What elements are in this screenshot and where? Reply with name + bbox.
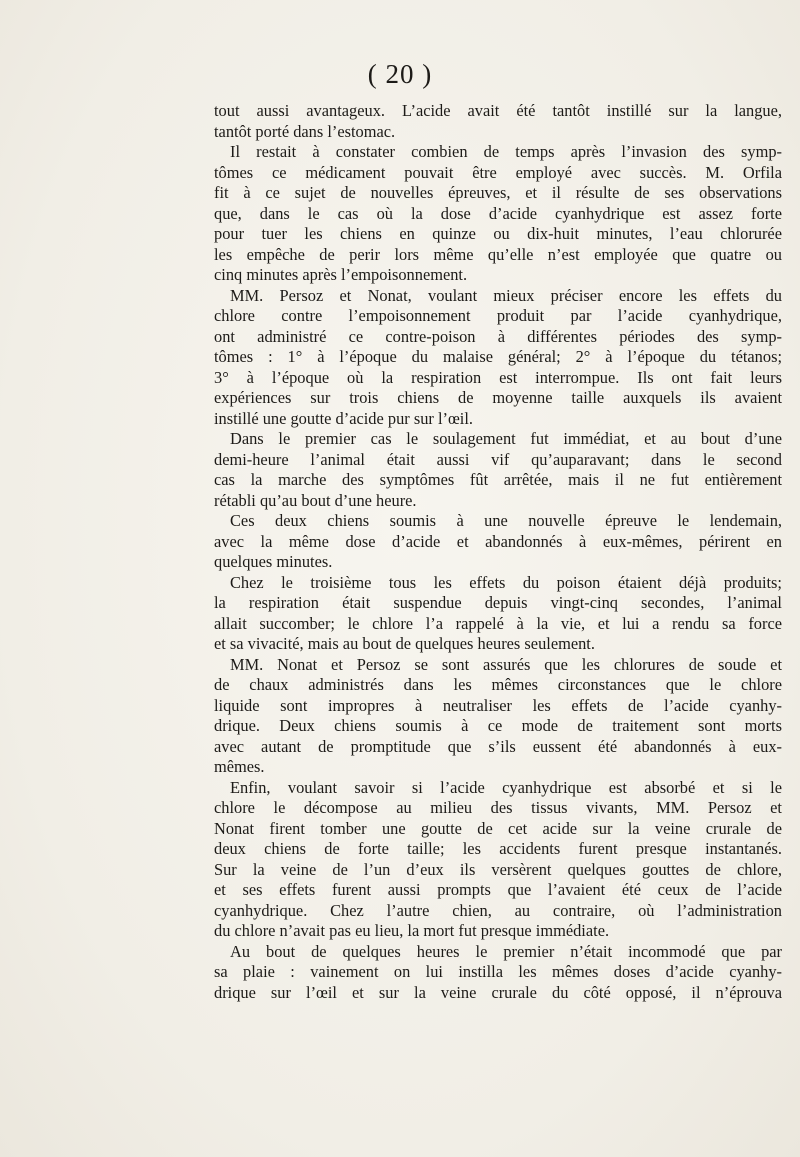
text-line: que, dans le cas où la dose d’acide cyanhydrique est assez forte: [214, 203, 782, 223]
paragraph: [214, 511, 782, 573]
text-line: Ces deux chiens soumis à une nouvelle épreuve le lendemain,: [230, 511, 782, 530]
page-number: ( 20 ): [367, 59, 433, 89]
text-line: MM. Nonat et Persoz se sont assurés que les chlorures de soude et: [230, 654, 782, 674]
text-line: avec la même dose d’acide et abandonnés à eux-mêmes, périrent en: [214, 531, 782, 551]
text-line: et sa vivacité, mais au bout de quelques heures seulement.: [214, 634, 595, 653]
paragraph: [214, 429, 782, 511]
text-line: Dans le premier cas le soulagement fut immédiat, et au bout d’une: [230, 429, 782, 448]
text-line: tômes ce médicament pouvait être employé avec succès. M. Orfila: [214, 162, 782, 182]
text-line: cas la marche des symptômes fût arrêtée, mais il ne fut entièrement: [214, 470, 782, 489]
text-line: liquide sont impropres à neutraliser les effets de l’acide cyanhy-: [214, 695, 782, 715]
text-line: tout aussi avantageux. L’acide avait été tantôt instillé sur la langue,: [214, 101, 782, 120]
text-line: Enfin, voulant savoir si l’acide cyanhydrique est absorbé et si le: [230, 777, 782, 797]
text-line: allait succomber; le chlore l’a rappelé à la vie, et lui a rendu sa force: [214, 613, 782, 633]
paragraph: [214, 655, 782, 778]
body-text: [214, 101, 782, 1003]
text-line: Sur la veine de l’un d’eux ils versèrent quelques gouttes de chlore,: [214, 859, 782, 879]
text-line: pour tuer les chiens en quinze ou dix-huit minutes, l’eau chlorurée: [214, 224, 782, 243]
paragraph: [214, 778, 782, 942]
text-line: ont administré ce contre-poison à différentes périodes des symp-: [214, 326, 782, 346]
text-line: Il restait à constater combien de temps après l’invasion des symp-: [230, 142, 782, 161]
text-line: expériences sur trois chiens de moyenne taille auxquels ils avaient: [214, 388, 782, 407]
text-line: de chaux administrés dans les mêmes circonstances que le chlore: [214, 675, 782, 694]
text-line: chlore contre l’empoisonnement produit par l’acide cyanhydrique,: [214, 306, 782, 325]
text-line: tômes : 1° à l’époque du malaise général; 2° à l’époque du tétanos;: [214, 347, 782, 366]
text-line: cinq minutes après l’empoisonnement.: [214, 265, 468, 284]
text-line: fit à ce sujet de nouvelles épreuves, et il résulte de ses observations: [214, 183, 782, 202]
text-line: chlore le décompose au milieu des tissus vivants, MM. Persoz et: [214, 798, 782, 817]
paragraph: [214, 101, 782, 142]
text-line: demi-heure l’animal était aussi vif qu’auparavant; dans le second: [214, 449, 782, 469]
paragraph: [214, 142, 782, 286]
text-line: instillé une goutte d’acide pur sur l’œil.: [214, 408, 474, 428]
text-line: mêmes.: [214, 757, 265, 776]
text-line: MM. Persoz et Nonat, voulant mieux préciser encore les effets du: [230, 285, 782, 305]
paragraph: [214, 942, 782, 1004]
text-line: du chlore n’avait pas eu lieu, la mort fut presque immédiate.: [214, 921, 610, 940]
text-line: et ses effets furent aussi prompts que l’avaient été ceux de l’acide: [214, 880, 782, 899]
text-line: Nonat firent tomber une goutte de cet acide sur la veine crurale de: [214, 818, 782, 838]
text-line: drique sur l’œil et sur la veine crurale du côté opposé, il n’éprouva: [214, 982, 782, 1002]
text-line: drique. Deux chiens soumis à ce mode de traitement sont morts: [214, 716, 782, 735]
paragraph: [214, 573, 782, 655]
text-line: deux chiens de forte taille; les accidents furent presque instantanés.: [214, 839, 782, 858]
text-line: tantôt porté dans l’estomac.: [214, 121, 396, 141]
text-line: cyanhydrique. Chez l’autre chien, au contraire, où l’administration: [214, 900, 782, 920]
text-line: les empêche de perir lors même qu’elle n’est employée que quatre ou: [214, 244, 782, 264]
text-line: Au bout de quelques heures le premier n’était incommodé que par: [230, 941, 782, 961]
text-line: rétabli qu’au bout d’une heure.: [214, 490, 417, 510]
text-line: 3° à l’époque où la respiration est interrompue. Ils ont fait leurs: [214, 367, 782, 387]
text-line: avec autant de promptitude que s’ils eussent été abandonnés à eux-: [214, 736, 782, 756]
paragraph: [214, 286, 782, 430]
text-line: Chez le troisième tous les effets du poison étaient déjà produits;: [230, 572, 782, 592]
text-line: la respiration était suspendue depuis vingt-cinq secondes, l’animal: [214, 593, 782, 612]
text-line: sa plaie : vainement on lui instilla les mêmes doses d’acide cyanhy-: [214, 962, 782, 981]
text-line: quelques minutes.: [214, 552, 333, 571]
